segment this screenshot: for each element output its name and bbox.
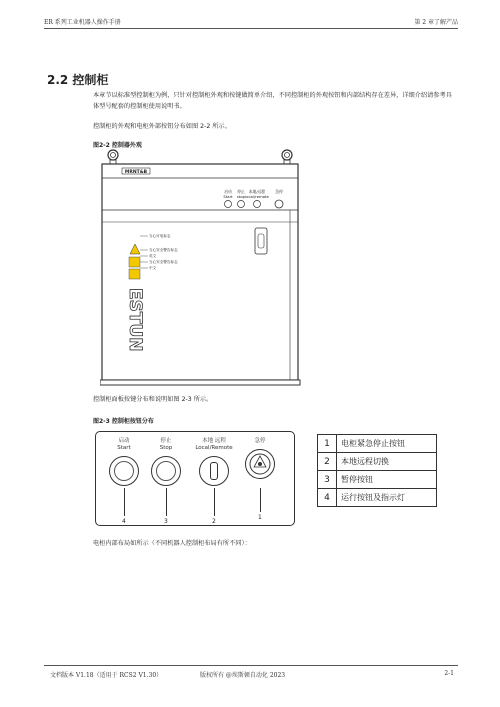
header-chapter-title: 第 2 章了解产品 [414, 19, 458, 26]
local-remote-group [194, 438, 234, 486]
legend-num: 4 [318, 489, 337, 507]
emergency-stop-icon [245, 449, 275, 479]
footer-copyright: 版权所有 @埃斯顿自动化 2023 [200, 672, 286, 679]
legend-text: 本地远程切换 [337, 453, 437, 471]
warning-label-safety-en: 当心安全警告标志 [149, 248, 178, 252]
start-button-group [104, 438, 144, 486]
legend-num: 2 [318, 453, 337, 471]
brand-plate-text: MRNT&B [124, 170, 148, 175]
cabinet-drawing [100, 148, 320, 388]
local-remote-label-cn: 本地 远程 [202, 438, 226, 444]
figure-reference-paragraph: 控制柜的外观和电柜外部按钮分布如图 2-2 所示。 [93, 123, 231, 130]
cabinet-label-start-cn: 启动 [224, 189, 232, 194]
legend-num: 1 [318, 435, 337, 453]
section-title: 2.2 控制柜 [47, 73, 109, 87]
callout-3: 3 [164, 518, 168, 525]
callout-1: 1 [258, 514, 262, 521]
local-remote-label-en: Local/Remote [195, 445, 233, 451]
warning-label-chinese: 中文 [149, 266, 157, 270]
legend-row [318, 489, 437, 507]
cabinet-label-stop-cn: 停止 [237, 189, 245, 194]
legend-row [318, 453, 437, 471]
warning-label-english: 英文 [149, 254, 157, 258]
stop-button-group [146, 438, 186, 486]
legend-num: 3 [318, 471, 337, 489]
cabinet-label-start-en: Start [223, 194, 233, 199]
figure-caption-2-3: 图2-3 控制柜按钮分布 [93, 418, 154, 425]
internal-layout-paragraph: 电柜内部布局如所示（不同机器人控制柜布局有所不同）： [93, 540, 251, 547]
stop-button [151, 456, 181, 486]
key-switch-icon [199, 456, 229, 486]
footer-divider [44, 665, 458, 666]
panel-description-paragraph: 控制柜面板按键分布和说明如图 2-3 所示。 [93, 396, 213, 403]
cabinet-label-local-remote-cn: 本地/远程 [248, 189, 266, 194]
footer-doc-version: 文档版本 V1.18（适用于 RCS2 V1.30） [50, 672, 163, 679]
legend-text: 暂停按钮 [337, 471, 437, 489]
estop-group [240, 438, 280, 479]
cabinet-label-stop-en: stop [236, 194, 246, 199]
warning-label-safety-cn: 当心安全警告标志 [149, 260, 178, 264]
header-manual-title: ER 系列工业机器人操作手册 [44, 19, 121, 26]
callout-2: 2 [212, 518, 216, 525]
legend-text: 运行按钮及指示灯 [337, 489, 437, 507]
page-header [44, 14, 458, 28]
start-label-cn: 启动 [118, 438, 130, 444]
figure-caption-2-2: 图2-2 控制器外观 [93, 142, 142, 149]
footer-page-number: 2-1 [444, 670, 454, 677]
button-panel-figure [95, 431, 295, 526]
lifting-eye-right [282, 150, 292, 164]
intro-paragraph: 本章节以标准型控制柜为例，只针对控制柜外观和按键做简单介绍，不同控制柜的外观按钮和内部结构存在差异，详细介绍请参考具体型号配套的控制柜使用说明书。 [93, 92, 452, 110]
cabinet-label-local-remote-en: local/remote [245, 194, 269, 199]
header-divider [44, 28, 458, 29]
estun-side-logo: ESTUN [125, 288, 145, 352]
estop-label-cn: 急停 [254, 438, 266, 444]
callout-4: 4 [122, 518, 126, 525]
warning-label-electric: 当心可电标志 [149, 234, 171, 238]
controller-cabinet-figure [100, 148, 320, 388]
legend-row [318, 435, 437, 453]
legend-row [318, 471, 437, 489]
legend-text: 电柜紧急停止按钮 [337, 435, 437, 453]
cabinet-label-estop-cn: 急停 [275, 189, 283, 194]
button-legend-table [317, 434, 437, 507]
stop-label-en: Stop [159, 445, 173, 451]
start-label-en: Start [117, 445, 131, 451]
lifting-eye-left [108, 150, 118, 164]
stop-label-cn: 停止 [160, 438, 172, 444]
start-button [109, 456, 139, 486]
